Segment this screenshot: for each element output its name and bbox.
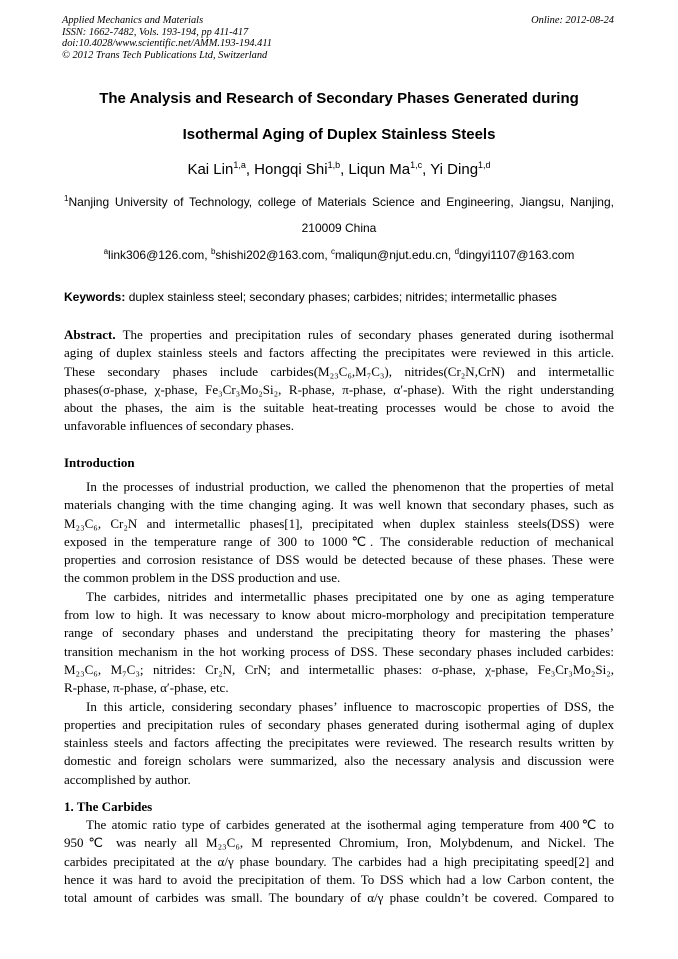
email-link[interactable]: maliqun@njut.edu.cn,	[334, 248, 455, 262]
keywords	[64, 290, 614, 304]
online-date: Online: 2012-08-24	[531, 15, 614, 26]
journal-name: Applied Mechanics and Materials	[62, 15, 204, 26]
copyright-line: © 2012 Trans Tech Publications Ltd, Switzerland	[62, 49, 268, 61]
body-line: exposed in the temperature range of 300 to 1000℃. The considerable reduction of mechanical	[64, 533, 614, 549]
body-line: R-phase, π-phase, α′-phase, etc.	[64, 680, 229, 696]
abstract-label: Abstract.	[64, 327, 116, 342]
paper-title-line-1: The Analysis and Research of Secondary Phases Generated during	[99, 90, 579, 107]
body-line: 950℃ was nearly all M₂₃C₆, M represented Chromium, Iron, Molybdenum, and Nickel. The	[64, 835, 614, 851]
body-line: accomplished by author.	[64, 771, 191, 787]
author-emails: $^a$link306@126.com, $^b$shishi202@163.com, $^c$maliqun@njut.edu.cn, $^d$dingyi1107@163.com	[103, 247, 575, 262]
paper-title-line-2: Isothermal Aging of Duplex Stainless Steels	[182, 126, 496, 143]
body-line: M₂₃C₆, M₇C₃; nitrides: Cr₂N, CrN; and intermetallic phases: σ-phase, χ-phase, Fe₃Cr₃Mo₂Si₂,	[64, 661, 614, 677]
author: Hongqi Shi$^{1,b}$,	[254, 160, 349, 178]
issn-line: ISSN: 1662-7482, Vols. 193-194, pp 411-417	[62, 26, 249, 38]
body-line: domestic and foreign scholars were summarized, also the necessary analysis and discussion were	[64, 753, 614, 769]
keywords-label: Keywords:	[64, 290, 126, 304]
abstract-line: phases(σ-phase, χ-phase, Fe₃Cr₃Mo₂Si₂, R-phase, π-phase, α′-phase). With the right understanding	[64, 381, 614, 397]
abstract-line: aging of duplex stainless steels and factors affecting the precipitates were reviewed in this article.	[64, 345, 614, 361]
affiliation-line-2: 210009 China	[301, 221, 377, 235]
body-line: total amount of carbides was small. The boundary of α/γ phase couldn’t be covered. Compared to	[64, 890, 614, 906]
body-line: range of secondary phases and understand the precipitating theory for mastering the phases’	[64, 625, 614, 641]
body-line: properties and corrosion resistance of DSS would be detected because of these phases. These were	[64, 552, 614, 568]
body-line: from low to high. It was necessary to know about micro-morphology and precipitation temperature	[64, 607, 614, 623]
section-heading-introduction: Introduction	[64, 455, 135, 470]
author: Kai Lin$^{1,a}$,	[187, 160, 255, 178]
doi-line: doi:10.4028/www.scientific.net/AMM.193-194.411	[62, 38, 272, 50]
body-line: materials changing with the time changing aging. It was well known that secondary phases, such as	[64, 497, 614, 513]
email-link[interactable]: link306@126.com,	[108, 248, 211, 262]
body-line: carbides precipitated at the α/γ phase boundary. The carbides had a high precipitating speed[2] and	[64, 853, 614, 869]
introduction-body	[64, 478, 614, 789]
body-line: M₂₃C₆, Cr₂N and intermetallic phases[1], precipitated when duplex stainless steels(DSS) were	[64, 515, 614, 531]
journal-header	[62, 15, 272, 61]
keywords-text: duplex stainless steel; secondary phases; carbides; nitrides; intermetallic phases	[125, 290, 557, 304]
affiliation-line-1: $^1$Nanjing University of Technology, college of Materials Science and Engineering, Jiangsu, Nanjing,	[64, 194, 614, 209]
body-line: stainless steels and factors affecting the precipitates were reviewed. The research results written by	[64, 735, 614, 751]
abstract-line: about the phases, the aim is the suitable heat-treating processes would be chose to avoid the	[64, 400, 614, 416]
section-heading-carbides: 1. The Carbides	[64, 799, 153, 814]
abstract-line: Abstract. The properties and precipitation rules of secondary phases generated during isothermal	[64, 327, 614, 342]
body-line: The carbides, nitrides and intermetallic phases precipitated one by one as aging temperature	[86, 588, 614, 604]
body-line: In the processes of industrial production, we called the phenomenon that the properties of metal	[86, 479, 614, 494]
abstract-line: unfavorable influences of secondary phases.	[64, 418, 294, 434]
author: Yi Ding$^{1,d}$	[430, 160, 491, 178]
abstract-line: These secondary phases include carbides(M₂₃C₆,M₇C₃), nitrides(Cr₂N,CrN) and intermetallic	[64, 363, 614, 379]
body-line: transition mechanism in the hot working process of DSS. These secondary phases included carbides:	[64, 643, 614, 659]
author-list	[40, 160, 638, 178]
body-line: hence it was hard to avoid the precipitation of them. To DSS which had a low Carbon content, the	[64, 871, 614, 887]
body-line: The atomic ratio type of carbides generated at the isothermal aging temperature from 400℃ to	[86, 817, 614, 832]
body-line: the common problem in the DSS production and use.	[64, 570, 341, 586]
body-line: properties and precipitation rules of secondary phases generated during isothermal aging of duplex	[64, 716, 614, 732]
email-link[interactable]: shishi202@163.com,	[215, 248, 331, 262]
abstract	[64, 326, 614, 436]
carbides-body	[64, 816, 614, 907]
body-line: In this article, considering secondary phases’ influence to macroscopic properties of DSS, the	[86, 698, 614, 714]
email-link[interactable]: dingyi1107@163.com	[459, 248, 575, 262]
author: Liqun Ma$^{1,c}$,	[348, 160, 431, 178]
